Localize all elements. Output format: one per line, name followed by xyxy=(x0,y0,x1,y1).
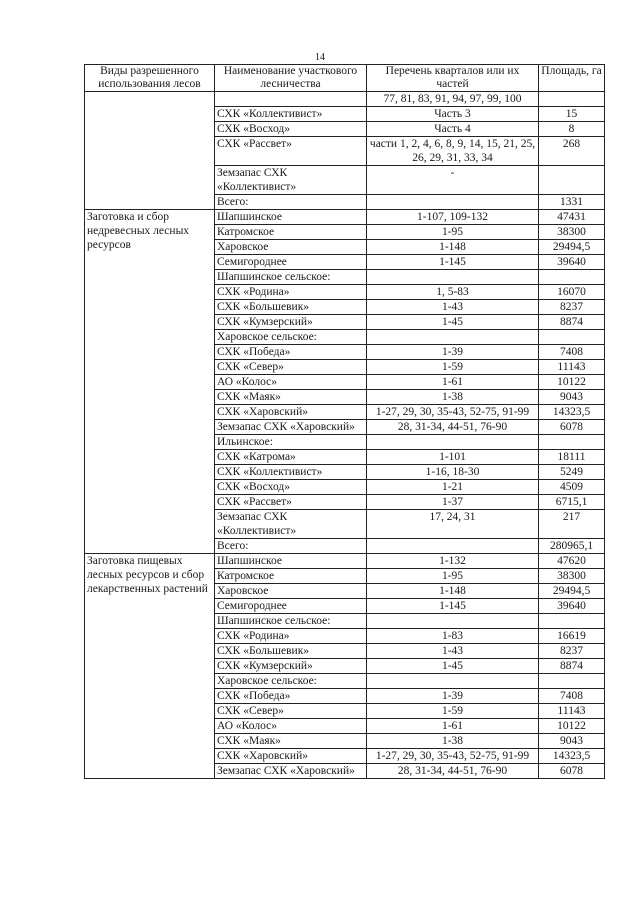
area-cell: 4509 xyxy=(539,480,605,495)
forestry-name-cell: СХК «Восход» xyxy=(215,480,367,495)
forestry-name-cell: Катромское xyxy=(215,569,367,584)
forestry-name-cell: Земзапас СХК «Харовский» xyxy=(215,764,367,779)
quarters-cell xyxy=(367,270,539,285)
area-cell xyxy=(539,674,605,689)
forestry-name-cell: СХК «Кумзерский» xyxy=(215,659,367,674)
area-cell: 11143 xyxy=(539,360,605,375)
forestry-name-cell: АО «Колос» xyxy=(215,719,367,734)
forestry-name-cell: СХК «Катрома» xyxy=(215,450,367,465)
quarters-cell: 1-43 xyxy=(367,644,539,659)
area-cell xyxy=(539,270,605,285)
quarters-cell: 1-39 xyxy=(367,345,539,360)
quarters-cell xyxy=(367,539,539,554)
forestry-name-cell: Харовское сельское: xyxy=(215,330,367,345)
forestry-name-cell: Семигороднее xyxy=(215,255,367,270)
quarters-cell: 1-59 xyxy=(367,704,539,719)
quarters-cell: 1-38 xyxy=(367,390,539,405)
area-cell xyxy=(539,614,605,629)
quarters-cell xyxy=(367,330,539,345)
quarters-cell: 1-16, 18-30 xyxy=(367,465,539,480)
header-quarters: Перечень кварталов или их частей xyxy=(367,65,539,92)
area-cell: 11143 xyxy=(539,704,605,719)
area-cell: 38300 xyxy=(539,569,605,584)
header-forestry-name: Наименование участкового лесничества xyxy=(215,65,367,92)
area-cell: 7408 xyxy=(539,345,605,360)
forestry-name-cell: СХК «Родина» xyxy=(215,629,367,644)
quarters-cell xyxy=(367,674,539,689)
use-type-cell: Заготовка и сбор недревесных лесных ресурсов xyxy=(85,210,215,554)
forestry-name-cell: Шапшинское сельское: xyxy=(215,270,367,285)
quarters-cell: 1-45 xyxy=(367,315,539,330)
area-cell: 47620 xyxy=(539,554,605,569)
forestry-name-cell: СХК «Большевик» xyxy=(215,300,367,315)
table-row xyxy=(85,210,605,225)
table-row xyxy=(85,554,605,569)
forestry-name-cell: СХК «Север» xyxy=(215,360,367,375)
header-area: Площадь, га xyxy=(539,65,605,92)
forestry-name-cell xyxy=(215,92,367,107)
area-cell: 29494,5 xyxy=(539,584,605,599)
area-cell: 8874 xyxy=(539,315,605,330)
quarters-cell: 1-59 xyxy=(367,360,539,375)
table-row xyxy=(85,92,605,107)
area-cell: 6078 xyxy=(539,764,605,779)
forestry-name-cell: Харовское сельское: xyxy=(215,674,367,689)
area-cell: 14323,5 xyxy=(539,405,605,420)
quarters-cell xyxy=(367,195,539,210)
forestry-name-cell: СХК «Большевик» xyxy=(215,644,367,659)
forestry-name-cell: СХК «Харовский» xyxy=(215,749,367,764)
quarters-cell: Часть 3 xyxy=(367,107,539,122)
area-cell: 29494,5 xyxy=(539,240,605,255)
page-number: 14 xyxy=(315,52,325,63)
quarters-cell: 1-61 xyxy=(367,375,539,390)
quarters-cell: 1-43 xyxy=(367,300,539,315)
quarters-cell: 1-27, 29, 30, 35-43, 52-75, 91-99 xyxy=(367,749,539,764)
quarters-cell: 77, 81, 83, 91, 94, 97, 99, 100 xyxy=(367,92,539,107)
forestry-name-cell: СХК «Родина» xyxy=(215,285,367,300)
forestry-name-cell: СХК «Рассвет» xyxy=(215,137,367,166)
forestry-name-cell: Земзапас СХК «Коллективист» xyxy=(215,510,367,539)
forestry-name-cell: СХК «Восход» xyxy=(215,122,367,137)
table-body xyxy=(85,65,605,779)
quarters-cell: 1-145 xyxy=(367,599,539,614)
forestry-name-cell: СХК «Победа» xyxy=(215,345,367,360)
quarters-cell: 1-145 xyxy=(367,255,539,270)
area-cell: 268 xyxy=(539,137,605,166)
quarters-cell: 1-101 xyxy=(367,450,539,465)
forestry-name-cell: СХК «Рассвет» xyxy=(215,495,367,510)
forestry-name-cell: Шапшинское xyxy=(215,210,367,225)
area-cell: 1331 xyxy=(539,195,605,210)
quarters-cell: 1-39 xyxy=(367,689,539,704)
area-cell: 6715,1 xyxy=(539,495,605,510)
area-cell: 8 xyxy=(539,122,605,137)
quarters-cell: 1-148 xyxy=(367,240,539,255)
area-cell: 47431 xyxy=(539,210,605,225)
forestry-name-cell: Земзапас СХК «Коллективист» xyxy=(215,166,367,195)
quarters-cell: 17, 24, 31 xyxy=(367,510,539,539)
quarters-cell: - xyxy=(367,166,539,195)
quarters-cell: 1-95 xyxy=(367,569,539,584)
forestry-name-cell: Всего: xyxy=(215,539,367,554)
forest-use-table xyxy=(84,64,605,779)
forestry-name-cell: Ильинское: xyxy=(215,435,367,450)
area-cell: 18111 xyxy=(539,450,605,465)
area-cell xyxy=(539,435,605,450)
forestry-name-cell: Харовское xyxy=(215,584,367,599)
quarters-cell: 1-37 xyxy=(367,495,539,510)
quarters-cell: 1-148 xyxy=(367,584,539,599)
quarters-cell: 1-38 xyxy=(367,734,539,749)
forestry-name-cell: СХК «Харовский» xyxy=(215,405,367,420)
header-use-type: Виды разрешенного использования лесов xyxy=(85,65,215,92)
area-cell: 9043 xyxy=(539,734,605,749)
area-cell: 7408 xyxy=(539,689,605,704)
area-cell: 39640 xyxy=(539,599,605,614)
forestry-name-cell: Харовское xyxy=(215,240,367,255)
quarters-cell: 1-61 xyxy=(367,719,539,734)
area-cell: 8237 xyxy=(539,300,605,315)
quarters-cell: 1-95 xyxy=(367,225,539,240)
area-cell: 8874 xyxy=(539,659,605,674)
forestry-name-cell: СХК «Север» xyxy=(215,704,367,719)
forestry-name-cell: СХК «Победа» xyxy=(215,689,367,704)
quarters-cell: 1-45 xyxy=(367,659,539,674)
quarters-cell: 1, 5-83 xyxy=(367,285,539,300)
area-cell: 280965,1 xyxy=(539,539,605,554)
quarters-cell: 28, 31-34, 44-51, 76-90 xyxy=(367,420,539,435)
area-cell: 8237 xyxy=(539,644,605,659)
use-type-cell: Заготовка пищевых лесных ресурсов и сбор лекарственных растений xyxy=(85,554,215,779)
forestry-name-cell: Всего: xyxy=(215,195,367,210)
quarters-cell: Часть 4 xyxy=(367,122,539,137)
quarters-cell: 1-27, 29, 30, 35-43, 52-75, 91-99 xyxy=(367,405,539,420)
area-cell: 10122 xyxy=(539,719,605,734)
area-cell xyxy=(539,166,605,195)
header-row xyxy=(85,65,605,92)
area-cell: 38300 xyxy=(539,225,605,240)
quarters-cell: 1-107, 109-132 xyxy=(367,210,539,225)
area-cell xyxy=(539,92,605,107)
quarters-cell: 1-21 xyxy=(367,480,539,495)
forestry-name-cell: СХК «Маяк» xyxy=(215,390,367,405)
area-cell: 16619 xyxy=(539,629,605,644)
quarters-cell: 1-83 xyxy=(367,629,539,644)
forestry-name-cell: СХК «Коллективист» xyxy=(215,465,367,480)
forestry-name-cell: СХК «Маяк» xyxy=(215,734,367,749)
forestry-name-cell: СХК «Кумзерский» xyxy=(215,315,367,330)
use-type-cell xyxy=(85,92,215,210)
area-cell: 5249 xyxy=(539,465,605,480)
area-cell: 9043 xyxy=(539,390,605,405)
area-cell: 10122 xyxy=(539,375,605,390)
area-cell: 6078 xyxy=(539,420,605,435)
quarters-cell: 28, 31-34, 44-51, 76-90 xyxy=(367,764,539,779)
forestry-name-cell: Шапшинское сельское: xyxy=(215,614,367,629)
forestry-name-cell: СХК «Коллективист» xyxy=(215,107,367,122)
area-cell: 15 xyxy=(539,107,605,122)
area-cell xyxy=(539,330,605,345)
quarters-cell xyxy=(367,614,539,629)
forestry-name-cell: Шапшинское xyxy=(215,554,367,569)
forestry-name-cell: Земзапас СХК «Харовский» xyxy=(215,420,367,435)
area-cell: 39640 xyxy=(539,255,605,270)
area-cell: 16070 xyxy=(539,285,605,300)
area-cell: 217 xyxy=(539,510,605,539)
forestry-name-cell: АО «Колос» xyxy=(215,375,367,390)
quarters-cell: 1-132 xyxy=(367,554,539,569)
forestry-name-cell: Семигороднее xyxy=(215,599,367,614)
quarters-cell xyxy=(367,435,539,450)
forestry-name-cell: Катромское xyxy=(215,225,367,240)
area-cell: 14323,5 xyxy=(539,749,605,764)
quarters-cell: части 1, 2, 4, 6, 8, 9, 14, 15, 21, 25, 26, 29, 31, 33, 34 xyxy=(367,137,539,166)
